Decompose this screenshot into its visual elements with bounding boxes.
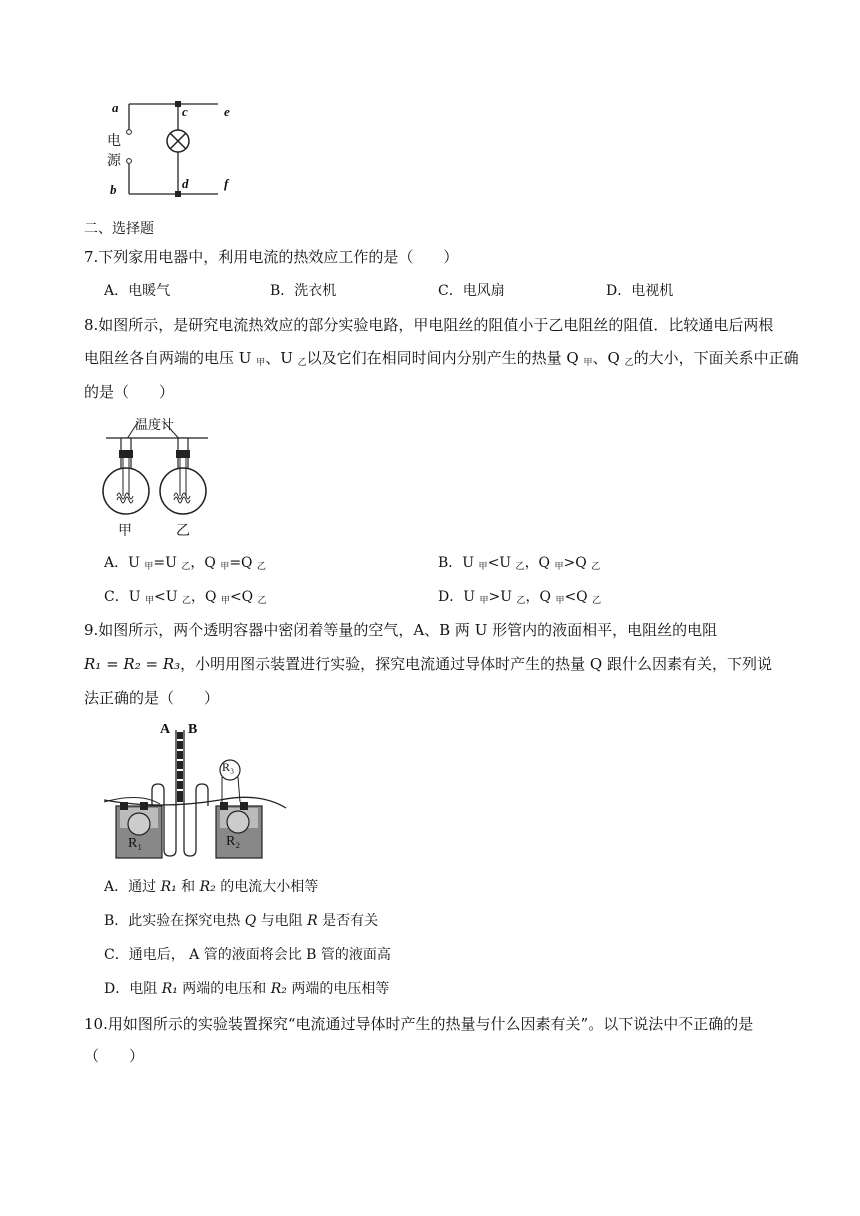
r2-label: R₂ xyxy=(226,834,241,849)
tube-b-label: B xyxy=(188,722,198,737)
q7-option-c[interactable]: C．电风扇 xyxy=(438,283,505,299)
q8-option-b[interactable]: B．U $_甲$<U $_乙$，Q $_甲$>Q $_乙$ xyxy=(438,555,601,572)
q9-option-a[interactable]: A．通过 R₁ 和 R₂ 的电流大小相等 xyxy=(104,879,319,895)
q8-option-d[interactable]: D．U $_甲$>U $_乙$，Q $_甲$<Q $_乙$ xyxy=(438,589,602,606)
q9-figure xyxy=(100,722,290,862)
label-a: a xyxy=(112,100,119,115)
tube-a-label: A xyxy=(160,722,171,737)
q10-line1: 10.用如图所示的实验装置探究“电流通过导体时产生的热量与什么因素有关”。以下说法中不正确的是 xyxy=(84,1015,754,1033)
flask-yi-label: 乙 xyxy=(176,522,190,538)
node-d xyxy=(175,191,181,197)
section-title: 二、选择题 xyxy=(84,221,154,237)
circuit-figure-1 xyxy=(100,96,250,206)
q8-option-a[interactable]: A．U $_甲$=U $_乙$，Q $_甲$=Q $_乙$ xyxy=(104,555,267,572)
q9-option-c[interactable]: C．通电后， A 管的液面将会比 B 管的液面高 xyxy=(104,947,391,963)
q9-line2: R₁ = R₂ = R₃，小明用图示装置进行实验，探究电流通过导体时产生的热量 Q 跟什么因素有关，下列说 xyxy=(84,655,772,673)
q9-line3: 法正确的是（ ） xyxy=(84,689,220,707)
power-label-2: 源 xyxy=(107,152,121,168)
label-b: b xyxy=(110,182,117,197)
label-c: c xyxy=(182,104,188,119)
q7-option-b[interactable]: B．洗衣机 xyxy=(270,283,337,299)
label-f: f xyxy=(224,176,229,191)
q7-stem: 7.下列家用电器中，利用电流的热效应工作的是（ ） xyxy=(84,248,459,266)
q8-line1: 8.如图所示，是研究电流热效应的部分实验电路，甲电阻丝的阻值小于乙电阻丝的阻值．比较通电后两根 xyxy=(84,316,774,334)
thermometer-label: 温度计 xyxy=(135,417,175,432)
q8-option-c[interactable]: C．U $_甲$<U $_乙$，Q $_甲$<Q $_乙$ xyxy=(104,589,267,606)
label-e: e xyxy=(224,104,230,119)
label-d: d xyxy=(182,176,189,191)
q9-line1: 9.如图所示，两个透明容器中密闭着等量的空气，A、B 两 U 形管内的液面相平，电阻丝的电阻 xyxy=(84,621,718,639)
r3-label: R₃ xyxy=(222,760,235,774)
q9-option-d[interactable]: D．电阻 R₁ 两端的电压和 R₂ 两端的电压相等 xyxy=(104,981,390,997)
q8-line3: 的是（ ） xyxy=(84,383,175,401)
r1-label: R₁ xyxy=(128,836,143,851)
q8-figure xyxy=(98,414,228,542)
flask-jia-label: 甲 xyxy=(118,522,132,538)
q7-option-a[interactable]: A．电暖气 xyxy=(104,283,171,299)
q7-option-d[interactable]: D．电视机 xyxy=(606,283,674,299)
q8-line2: 电阻丝各自两端的电压 U $_甲$、U $_乙$以及它们在相同时间内分别产生的热量 Q $_甲$、Q $_乙$的大小，下面关系中正确 xyxy=(84,349,799,368)
q9-option-b[interactable]: B．此实验在探究电热 Q 与电阻 R 是否有关 xyxy=(104,913,379,929)
node-c xyxy=(175,101,181,107)
q10-line2: （ ） xyxy=(84,1047,145,1065)
power-label-1: 电 xyxy=(107,132,121,148)
